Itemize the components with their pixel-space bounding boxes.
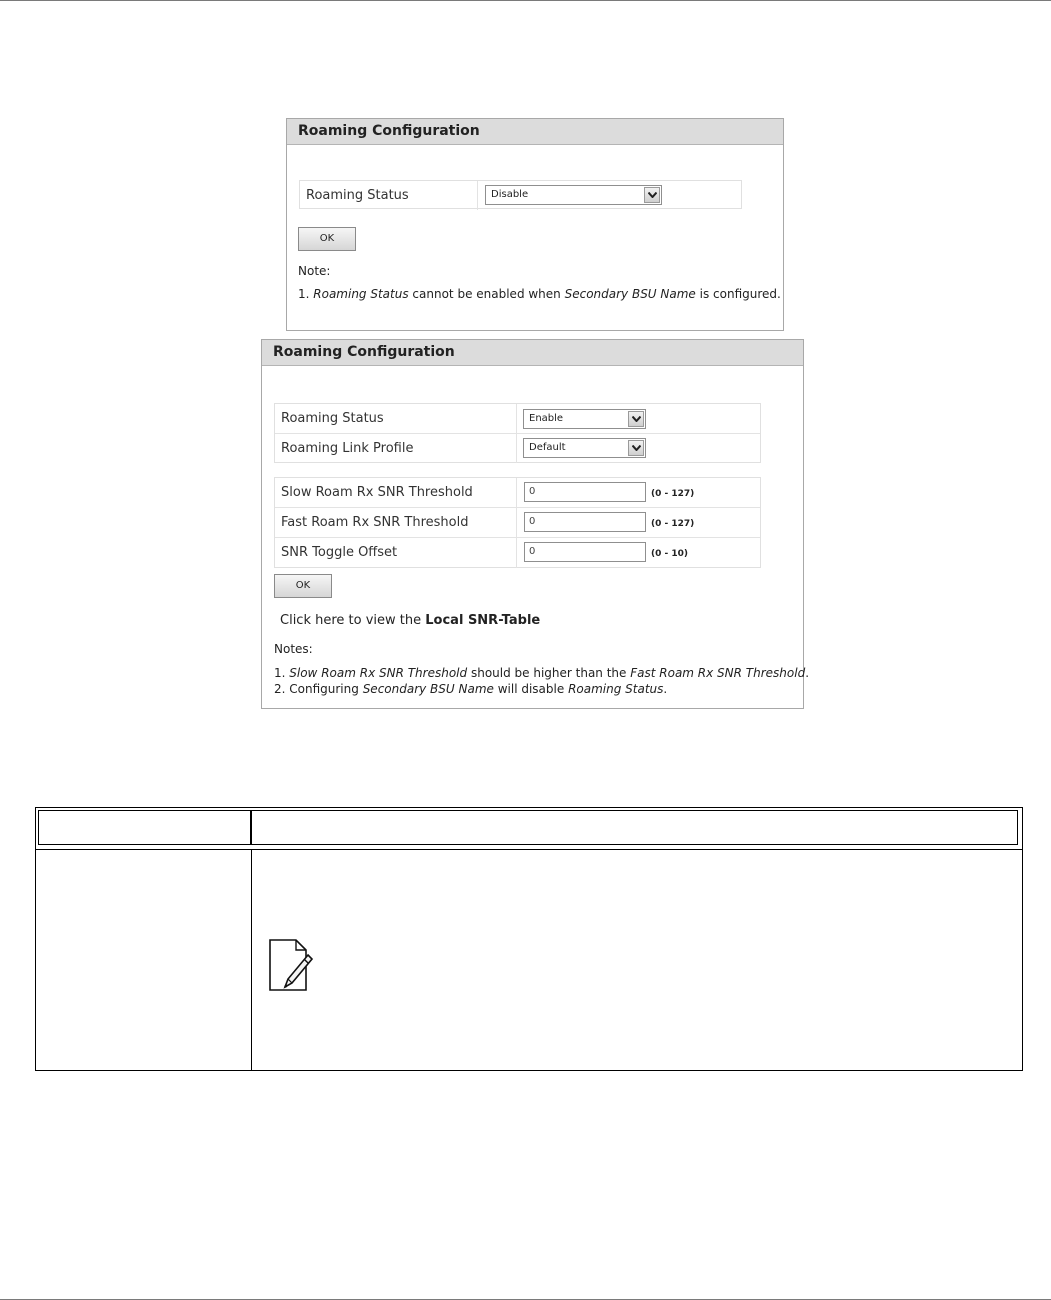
ok-button[interactable]: OK <box>274 574 332 598</box>
top-rule <box>0 0 1051 1</box>
note-2-term-b: Roaming Status <box>568 682 664 696</box>
snr-toggle-label: SNR Toggle Offset <box>275 538 517 568</box>
note-1-term-b: Secondary BSU Name <box>564 287 696 301</box>
slow-roam-range: (0 - 127) <box>651 489 695 499</box>
form-row-snr-toggle <box>275 538 760 568</box>
link-prefix: Click here to view the <box>280 613 426 628</box>
form-row-slow-roam <box>275 478 760 508</box>
snr-toggle-range: (0 - 10) <box>651 549 689 559</box>
note-2-mid: will disable <box>493 682 569 696</box>
note-heading: Note: <box>298 264 331 278</box>
note-1 <box>274 666 809 680</box>
roaming-status-value: Enable <box>529 413 564 424</box>
roaming-status-value: Disable <box>491 189 529 200</box>
note-2-prefix: 2. Configuring <box>274 682 363 696</box>
note-2-term-a: Secondary BSU Name <box>362 682 494 696</box>
table-body-row <box>35 850 1023 1071</box>
notes-heading: Notes: <box>274 642 313 656</box>
note-pencil-icon <box>268 937 314 997</box>
roaming-status-select[interactable] <box>485 185 662 205</box>
slow-roam-label: Slow Roam Rx SNR Threshold <box>275 478 517 508</box>
form-table <box>299 180 742 209</box>
ok-button[interactable]: OK <box>298 227 356 251</box>
note-1-mid: cannot be enabled when <box>408 287 565 301</box>
note-1-term-b: Fast Roam Rx SNR Threshold <box>630 666 806 680</box>
roaming-status-select[interactable] <box>523 409 646 429</box>
chevron-down-icon[interactable] <box>644 187 660 203</box>
table-body-divider <box>251 850 252 1071</box>
form-row-roaming-status <box>275 404 760 434</box>
link-profile-value: Default <box>529 442 566 453</box>
chevron-down-icon[interactable] <box>628 411 644 427</box>
table-header-divider <box>250 810 252 845</box>
fast-roam-label: Fast Roam Rx SNR Threshold <box>275 508 517 538</box>
parameter-table <box>35 807 1023 1071</box>
note-1-prefix: 1. <box>298 287 314 301</box>
note-1-suffix: is configured. <box>695 287 781 301</box>
panel-title: Roaming Configuration <box>287 119 783 145</box>
panel-title: Roaming Configuration <box>262 340 803 366</box>
note-1-suffix: . <box>805 666 810 680</box>
form-row-link-profile <box>275 434 760 463</box>
slow-roam-input[interactable]: 0 <box>524 482 646 502</box>
roaming-config-panel-disabled <box>286 118 784 331</box>
snr-toggle-input[interactable]: 0 <box>524 542 646 562</box>
note-1-term-a: Slow Roam Rx SNR Threshold <box>289 666 468 680</box>
note-2-suffix: . <box>663 682 668 696</box>
form-table-thresholds <box>274 477 761 568</box>
link-profile-label: Roaming Link Profile <box>275 434 517 463</box>
form-table-profile <box>274 403 761 463</box>
local-snr-table-link-line <box>280 613 540 628</box>
table-header-row <box>38 810 1018 845</box>
note-2 <box>274 682 667 696</box>
roaming-config-panel-enabled <box>261 339 810 709</box>
roaming-status-label: Roaming Status <box>275 404 517 434</box>
form-row-roaming-status <box>300 181 741 210</box>
fast-roam-range: (0 - 127) <box>651 519 695 529</box>
note-1-mid: should be higher than the <box>467 666 631 680</box>
roaming-status-label: Roaming Status <box>300 181 478 210</box>
note-1 <box>298 287 781 301</box>
note-1-prefix: 1. <box>274 666 290 680</box>
link-profile-select[interactable] <box>523 438 646 458</box>
chevron-down-icon[interactable] <box>628 440 644 456</box>
local-snr-table-link[interactable]: Local SNR-Table <box>425 613 541 628</box>
fast-roam-input[interactable]: 0 <box>524 512 646 532</box>
note-1-term-a: Roaming Status <box>313 287 409 301</box>
form-row-fast-roam <box>275 508 760 538</box>
